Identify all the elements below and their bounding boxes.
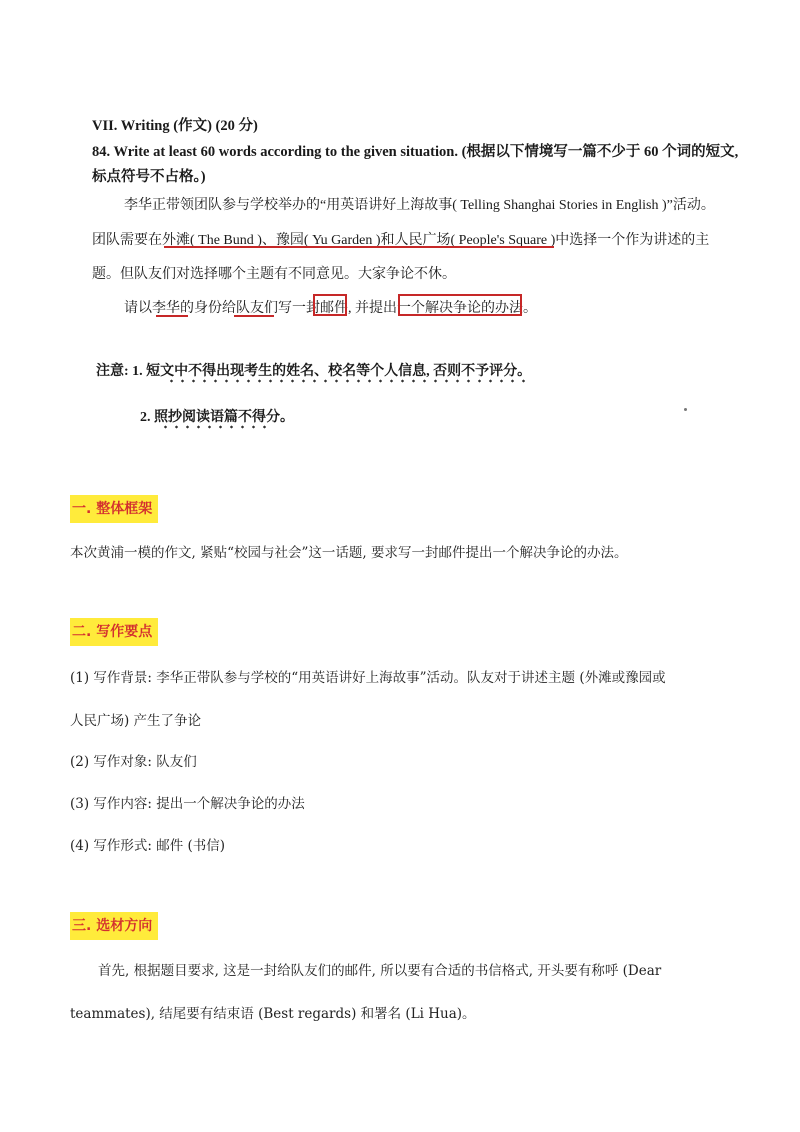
key-point-1: (1) 写作背景: 李华正带队参与学校的“用英语讲好上海故事”活动。队友对于讲述主题 (外滩或豫园或 [70, 670, 666, 686]
key-point-1-cont: 人民广场) 产生了争论 [70, 713, 202, 729]
situation-line-1: 李华正带领团队参与学校举办的“用英语讲好上海故事( Telling Shanghai Stories in English )”活动。 [124, 198, 715, 213]
section-heading-material: 三. 选材方向 [70, 912, 158, 940]
annotation-box-solution [398, 294, 522, 316]
annotation-underline-locations [164, 246, 554, 248]
exam-instruction: 84. Write at least 60 words according to the given situation. (根据以下情境写一篇不少于 60 个词的短文, [92, 144, 739, 160]
annotation-underline-lihua [156, 315, 188, 317]
key-point-3: (3) 写作内容: 提出一个解决争论的办法 [70, 796, 305, 812]
exam-title: VII. Writing (作文) (20 分) [92, 118, 258, 134]
situation-line-4: 请以李华的身份给队友们写一封邮件, 并提出一个解决争论的办法。 [124, 301, 537, 316]
section-heading-key-points: 二. 写作要点 [70, 618, 158, 646]
material-line-1: 首先, 根据题目要求, 这是一封给队友们的邮件, 所以要有合适的书信格式, 开头要有称呼 (Dear [98, 963, 662, 979]
annotation-box-email [313, 294, 347, 316]
note-2-emphasis-dots [160, 425, 272, 429]
key-point-4: (4) 写作形式: 邮件 (书信) [70, 838, 226, 854]
exam-question-scan [68, 104, 748, 444]
scan-speck [684, 408, 687, 411]
situation-line-3: 题。但队友们对选择哪个主题有不同意见。大家争论不休。 [92, 267, 456, 282]
annotation-underline-teammates [234, 315, 274, 317]
note-2: 2. 照抄阅读语篇不得分。 [140, 410, 294, 425]
key-point-2: (2) 写作对象: 队友们 [70, 754, 197, 770]
situation-line-2: 团队需要在外滩( The Bund )、豫园( Yu Garden )和人民广场( People's Square )中选择一个作为讲述的主 [92, 233, 710, 248]
section-heading-framework: 一. 整体框架 [70, 495, 158, 523]
note-1: 注意: 1. 短文中不得出现考生的姓名、校名等个人信息, 否则不予评分。 [96, 364, 532, 379]
note-1-emphasis-dots [166, 379, 526, 383]
material-line-2: teammates), 结尾要有结束语 (Best regards) 和署名 (Li Hua)。 [70, 1006, 476, 1022]
framework-text: 本次黄浦一模的作文, 紧贴“校园与社会”这一话题, 要求写一封邮件提出一个解决争论的办法。 [70, 545, 628, 561]
exam-instruction-cont: 标点符号不占格。) [92, 169, 206, 185]
